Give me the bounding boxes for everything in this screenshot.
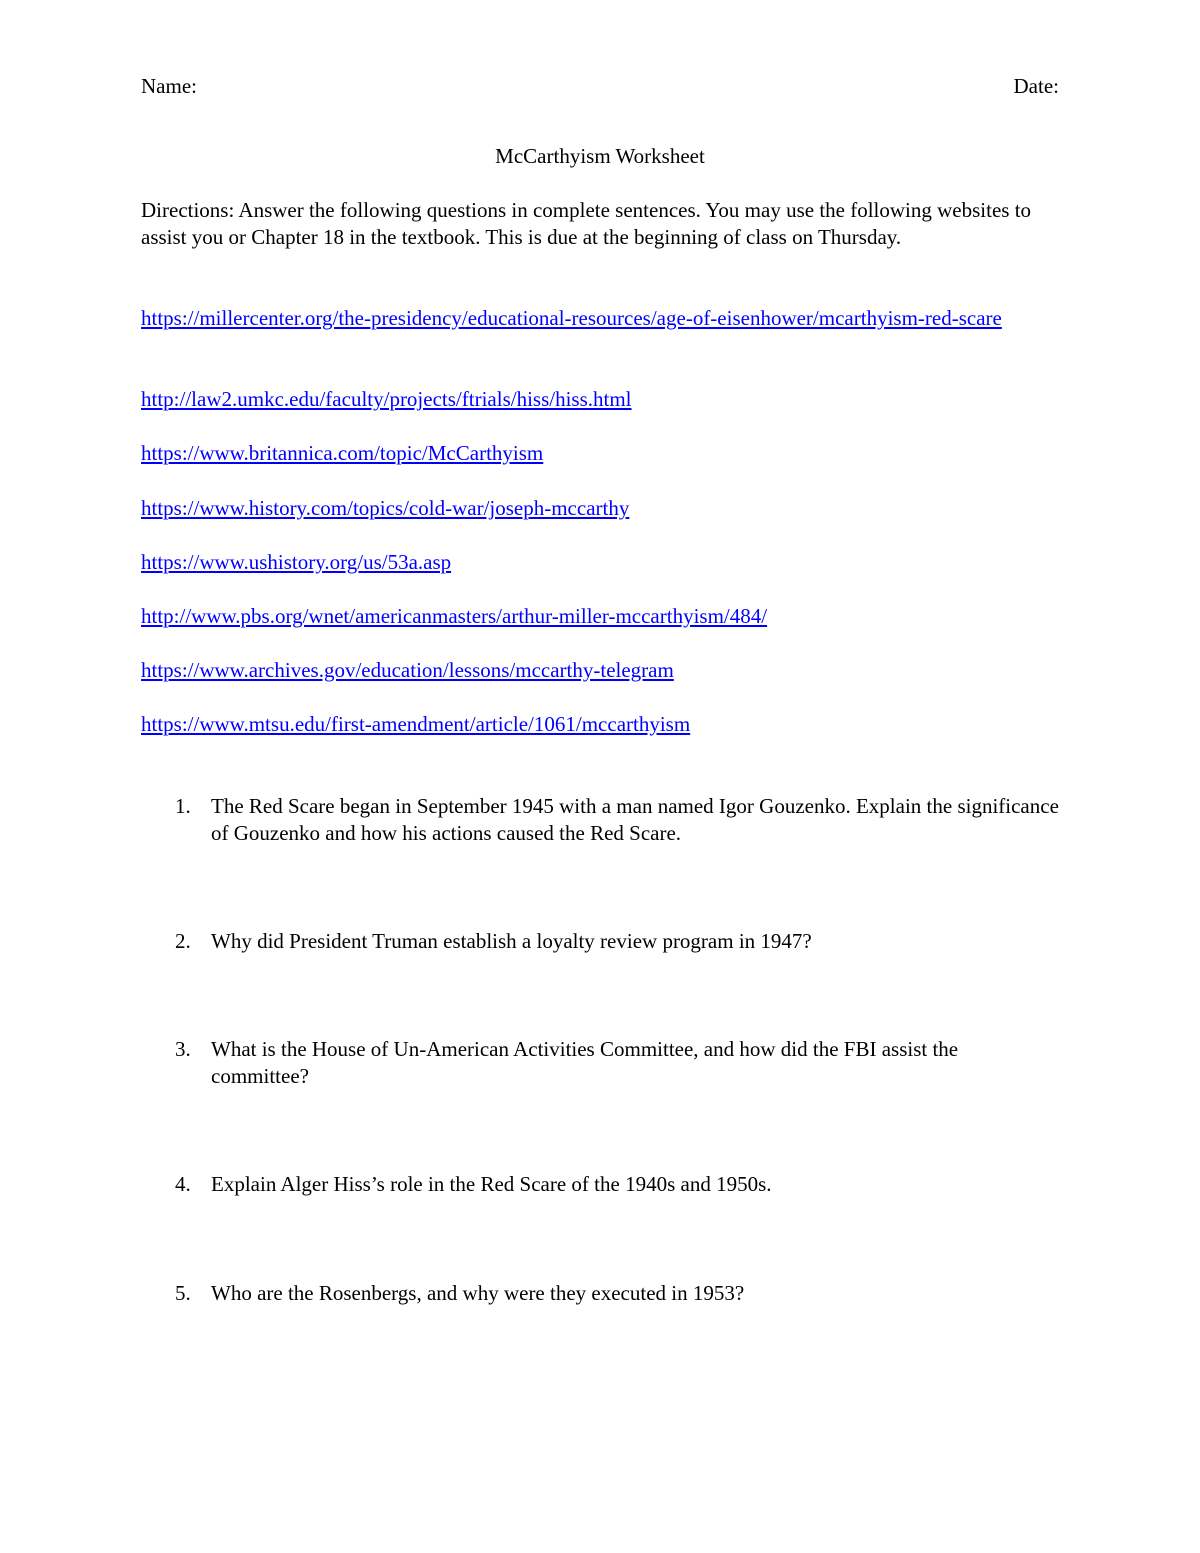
directions-text: Directions: Answer the following questions in complete sentences. You may use the following websites to assist you or Chapter 18 in the textbook. This is due at the beginning of class on Thursday. bbox=[141, 198, 1032, 249]
question-number: 4. bbox=[175, 1172, 191, 1196]
question-text: What is the House of Un-American Activities Committee, and how did the FBI assist the committee? bbox=[211, 1037, 959, 1088]
link-pbs[interactable]: http://www.pbs.org/wnet/americanmasters/arthur-miller-mccarthyism/484/ bbox=[141, 604, 768, 628]
page-title: McCarthyism Worksheet bbox=[495, 144, 705, 168]
question-text: Explain Alger Hiss’s role in the Red Scare of the 1940s and 1950s. bbox=[211, 1172, 772, 1196]
question-number: 5. bbox=[175, 1281, 191, 1305]
link-umkc-hiss[interactable]: http://law2.umkc.edu/faculty/projects/ftrials/hiss/hiss.html bbox=[141, 387, 632, 411]
link-millercenter[interactable]: https://millercenter.org/the-presidency/educational-resources/age-of-eisenhower/mcarthyism-red-scare bbox=[141, 306, 1002, 330]
name-label: Name: bbox=[141, 74, 197, 98]
question-text: The Red Scare began in September 1945 with a man named Igor Gouzenko. Explain the significance of Gouzenko and how his actions caused the Red Scare. bbox=[211, 794, 1059, 845]
question-number: 3. bbox=[175, 1037, 191, 1061]
question-text: Who are the Rosenbergs, and why were they executed in 1953? bbox=[211, 1281, 745, 1305]
question-number: 2. bbox=[175, 929, 191, 953]
link-ushistory[interactable]: https://www.ushistory.org/us/53a.asp bbox=[141, 550, 452, 574]
question-number: 1. bbox=[175, 794, 191, 818]
link-mtsu[interactable]: https://www.mtsu.edu/first-amendment/article/1061/mccarthyism bbox=[141, 712, 691, 736]
link-britannica[interactable]: https://www.britannica.com/topic/McCarthyism bbox=[141, 441, 544, 465]
date-label: Date: bbox=[1013, 74, 1059, 98]
link-history[interactable]: https://www.history.com/topics/cold-war/joseph-mccarthy bbox=[141, 496, 630, 520]
link-archives[interactable]: https://www.archives.gov/education/lessons/mccarthy-telegram bbox=[141, 658, 674, 682]
question-text: Why did President Truman establish a loyalty review program in 1947? bbox=[211, 929, 812, 953]
